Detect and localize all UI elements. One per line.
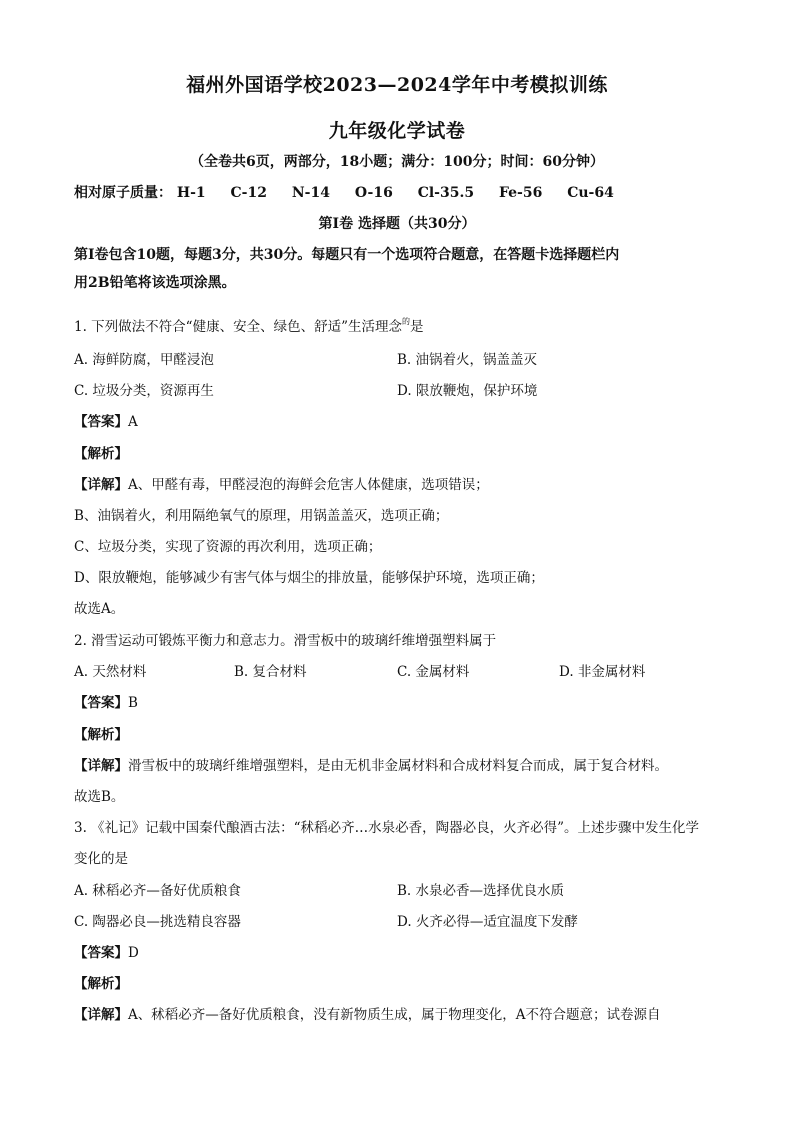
- question-2-answer-value: B: [128, 695, 138, 711]
- atom-c: C-12: [230, 185, 267, 201]
- analysis-label: 【解析】: [74, 446, 128, 462]
- question-2-option-d: D. 非金属材料: [559, 664, 646, 680]
- atoms-label: 相对原子质量：: [74, 185, 172, 201]
- question-1-detail-3: C、垃圾分类，实现了资源的再次利用，选项正确；: [74, 539, 382, 555]
- detail-label: 【详解】: [74, 758, 128, 774]
- question-3-stem-line-1: 3. 《礼记》记载中国秦代酿酒古法：“秫稻必齐…水泉必香，陶器必良，火齐必得”。上述步骤中发生化学: [74, 820, 699, 836]
- question-3-answer: [74, 941, 139, 961]
- question-1-stem-text: 1. 下列做法不符合“健康、安全、绿色、舒适”生活理念: [74, 319, 402, 335]
- question-3-detail-1-text: A、秫稻必齐—备好优质粮食，没有新物质生成，属于物理变化，A不符合题意；试卷源自: [128, 1007, 661, 1023]
- question-2-option-b: B. 复合材料: [234, 664, 307, 680]
- question-1-option-a: A. 海鲜防腐，甲醛浸泡: [74, 352, 214, 368]
- question-3-option-a: A. 秫稻必齐—备好优质粮食: [74, 883, 241, 899]
- question-3-stem-line-2: 变化的是: [74, 851, 128, 867]
- question-1-detail-1-text: A、甲醛有毒，甲醛浸泡的海鲜会危害人体健康，选项错误；: [128, 477, 489, 493]
- question-3-answer-value: D: [128, 945, 139, 961]
- question-3-analysis-label: [74, 972, 128, 992]
- question-1-answer: [74, 410, 138, 430]
- question-1-detail-1: [74, 473, 489, 493]
- analysis-label: 【解析】: [74, 976, 128, 992]
- atom-fe: Fe-56: [498, 185, 543, 201]
- section-heading: 第Ⅰ卷 选择题（共30分）: [318, 216, 476, 232]
- analysis-label: 【解析】: [74, 727, 128, 743]
- relative-atomic-mass: [74, 182, 614, 202]
- question-3-option-b: B. 水泉必香—选择优良水质: [397, 883, 565, 899]
- atom-h: H-1: [176, 185, 206, 201]
- question-1-analysis-label: [74, 442, 128, 462]
- question-1-option-d: D. 限放鞭炮，保护环境: [397, 383, 538, 399]
- atom-n: N-14: [291, 185, 330, 201]
- question-1-option-b: B. 油锅着火，锅盖盖灭: [397, 352, 538, 368]
- question-1-answer-value: A: [128, 414, 138, 430]
- exam-subject-title: 九年级化学试卷: [328, 120, 466, 142]
- question-3-detail-1: [74, 1003, 661, 1023]
- question-1-stem: [74, 315, 423, 335]
- detail-label: 【详解】: [74, 477, 128, 493]
- question-1-option-c: C. 垃圾分类，资源再生: [74, 383, 214, 399]
- question-2-conclusion: 故选B。: [74, 789, 125, 805]
- question-2-detail-1: [74, 754, 668, 774]
- question-2-stem: 2. 滑雪运动可锻炼平衡力和意志力。滑雪板中的玻璃纤维增强塑料属于: [74, 633, 497, 649]
- atom-o: O-16: [354, 185, 393, 201]
- atom-cu: Cu-64: [567, 185, 614, 201]
- question-2-answer: [74, 691, 138, 711]
- question-2-analysis-label: [74, 723, 128, 743]
- answer-label: 【答案】: [74, 414, 128, 430]
- answer-label: 【答案】: [74, 695, 128, 711]
- question-1-stem-end: 是: [409, 319, 424, 335]
- question-1-conclusion: 故选A。: [74, 601, 125, 617]
- question-1-stem-mark: 的: [401, 317, 410, 326]
- question-2-option-a: A. 天然材料: [74, 664, 147, 680]
- exam-title: 福州外国语学校2023—2024学年中考模拟训练: [186, 74, 608, 96]
- exam-info: （全卷共6页，两部分，18小题；满分：100分；时间：60分钟）: [190, 154, 604, 170]
- question-3-option-c: C. 陶器必良—挑选精良容器: [74, 914, 241, 930]
- answer-label: 【答案】: [74, 945, 128, 961]
- question-1-detail-4: D、限放鞭炮，能够减少有害气体与烟尘的排放量，能够保护环境，选项正确；: [74, 570, 544, 586]
- section-instruction-line-1: 第Ⅰ卷包含10题，每题3分，共30分。每题只有一个选项符合题意，在答题卡选择题栏内: [74, 247, 620, 263]
- atom-cl: Cl-35.5: [417, 185, 475, 201]
- question-2-detail-1-text: 滑雪板中的玻璃纤维增强塑料，是由无机非金属材料和合成材料复合而成，属于复合材料。: [128, 758, 668, 774]
- question-1-detail-2: B、油锅着火，利用隔绝氧气的原理，用锅盖盖灭，选项正确；: [74, 508, 449, 524]
- detail-label: 【详解】: [74, 1007, 128, 1023]
- question-2-option-c: C. 金属材料: [397, 664, 470, 680]
- question-3-option-d: D. 火齐必得—适宜温度下发酵: [397, 914, 578, 930]
- section-instruction-line-2: 用2B铅笔将该选项涂黑。: [74, 275, 236, 291]
